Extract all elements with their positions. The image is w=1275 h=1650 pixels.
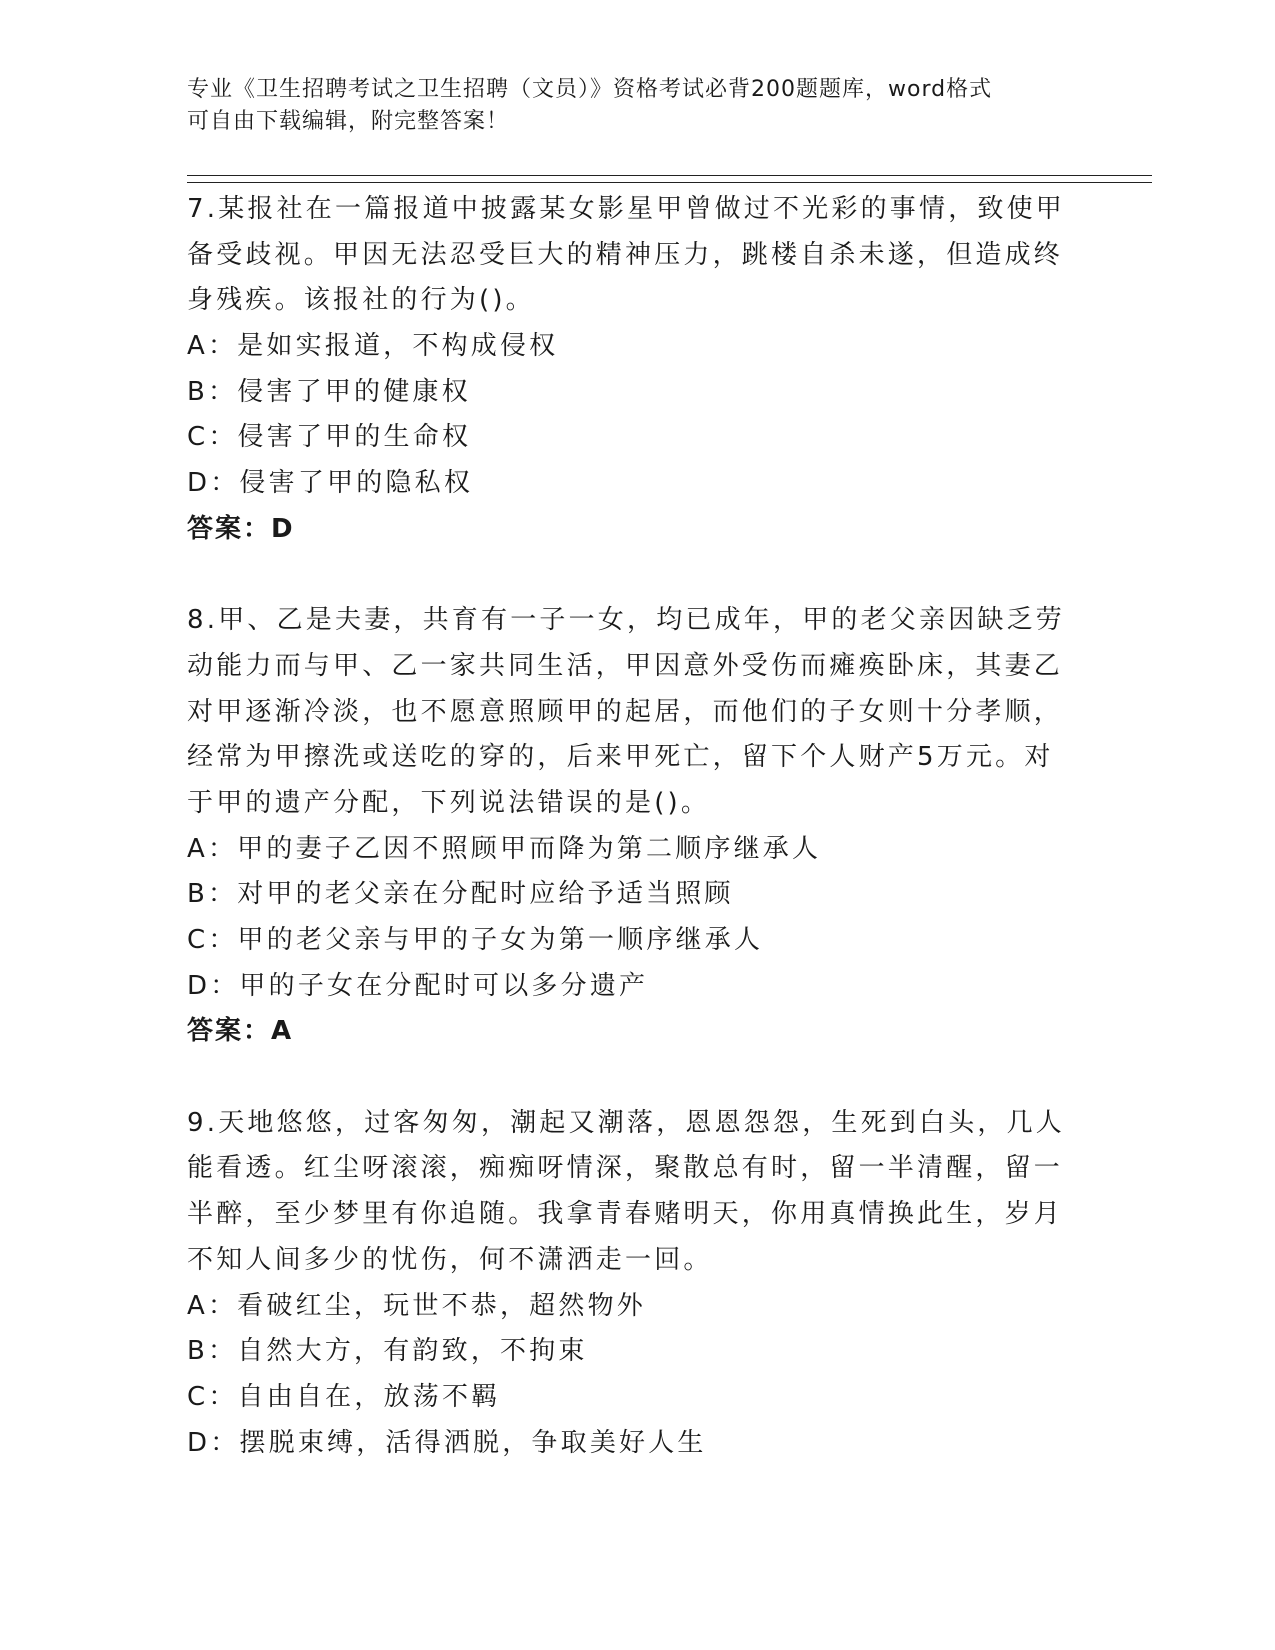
option-c: C：甲的老父亲与甲的子女为第一顺序继承人 xyxy=(187,925,764,955)
question-stem-line: 于甲的遗产分配，下列说法错误的是()。 xyxy=(187,787,711,818)
answer-label: 答案：D xyxy=(187,513,295,544)
option-a: A：看破红尘，玩世不恭，超然物外 xyxy=(187,1290,646,1321)
question-7 xyxy=(187,187,1077,553)
question-stem-line: 半醉，至少梦里有你追随。我拿青春赌明天，你用真情换此生，岁月 xyxy=(187,1199,1064,1230)
question-list xyxy=(187,187,1077,1466)
option-b: B：侵害了甲的健康权 xyxy=(187,376,471,407)
question-stem-line: 身残疾。该报社的行为()。 xyxy=(187,285,535,316)
header-line-1: 专业《卫生招聘考试之卫生招聘（文员）》资格考试必背200题题库，word格式 xyxy=(187,77,993,102)
question-stem-line: 7.某报社在一篇报道中披露某女影星甲曾做过不光彩的事情，致使甲 xyxy=(187,194,1066,224)
option-b: B：对甲的老父亲在分配时应给予适当照顾 xyxy=(187,879,734,910)
option-c: C：侵害了甲的生命权 xyxy=(187,422,472,453)
option-c: C：自由自在，放荡不羁 xyxy=(187,1381,501,1412)
header-rule-bottom xyxy=(187,182,1152,183)
question-spacer xyxy=(187,553,1077,599)
question-stem-line: 备受歧视。甲因无法忍受巨大的精神压力，跳楼自杀未遂，但造成终 xyxy=(187,239,1064,270)
question-stem-line: 8.甲、乙是夫妻，共育有一子一女，均已成年，甲的老父亲因缺乏劳 xyxy=(187,605,1066,636)
question-stem-line: 经常为甲擦洗或送吃的穿的，后来甲死亡，留下个人财产5万元。对 xyxy=(187,742,1054,773)
header-line-2: 可自由下载编辑，附完整答案！ xyxy=(187,109,510,134)
option-d: D：侵害了甲的隐私权 xyxy=(187,468,474,499)
header-rule-top xyxy=(187,175,1152,176)
question-stem-line: 9.天地悠悠，过客匆匆，潮起又潮落，恩恩怨怨，生死到白头，几人 xyxy=(187,1107,1066,1138)
option-d: D：摆脱束缚，活得洒脱，争取美好人生 xyxy=(187,1427,707,1458)
question-8 xyxy=(187,598,1077,1055)
question-stem-line: 对甲逐渐冷淡，也不愿意照顾甲的起居，而他们的子女则十分孝顺， xyxy=(187,696,1064,727)
option-a: A：甲的妻子乙因不照顾甲而降为第二顺序继承人 xyxy=(187,833,822,864)
question-9 xyxy=(187,1101,1077,1467)
question-stem-line: 不知人间多少的忧伤，何不潇洒走一回。 xyxy=(187,1244,713,1275)
document-header xyxy=(187,74,1067,138)
question-stem-line: 动能力而与甲、乙一家共同生活，甲因意外受伤而瘫痪卧床，其妻乙 xyxy=(187,650,1064,681)
option-d: D：甲的子女在分配时可以多分遗产 xyxy=(187,970,649,1001)
question-spacer xyxy=(187,1055,1077,1101)
question-stem-line: 能看透。红尘呀滚滚，痴痴呀情深，聚散总有时，留一半清醒，留一 xyxy=(187,1153,1064,1184)
option-b: B：自然大方，有韵致，不拘束 xyxy=(187,1336,588,1367)
option-a: A：是如实报道，不构成侵权 xyxy=(187,331,559,362)
answer-label: 答案：A xyxy=(187,1016,294,1047)
